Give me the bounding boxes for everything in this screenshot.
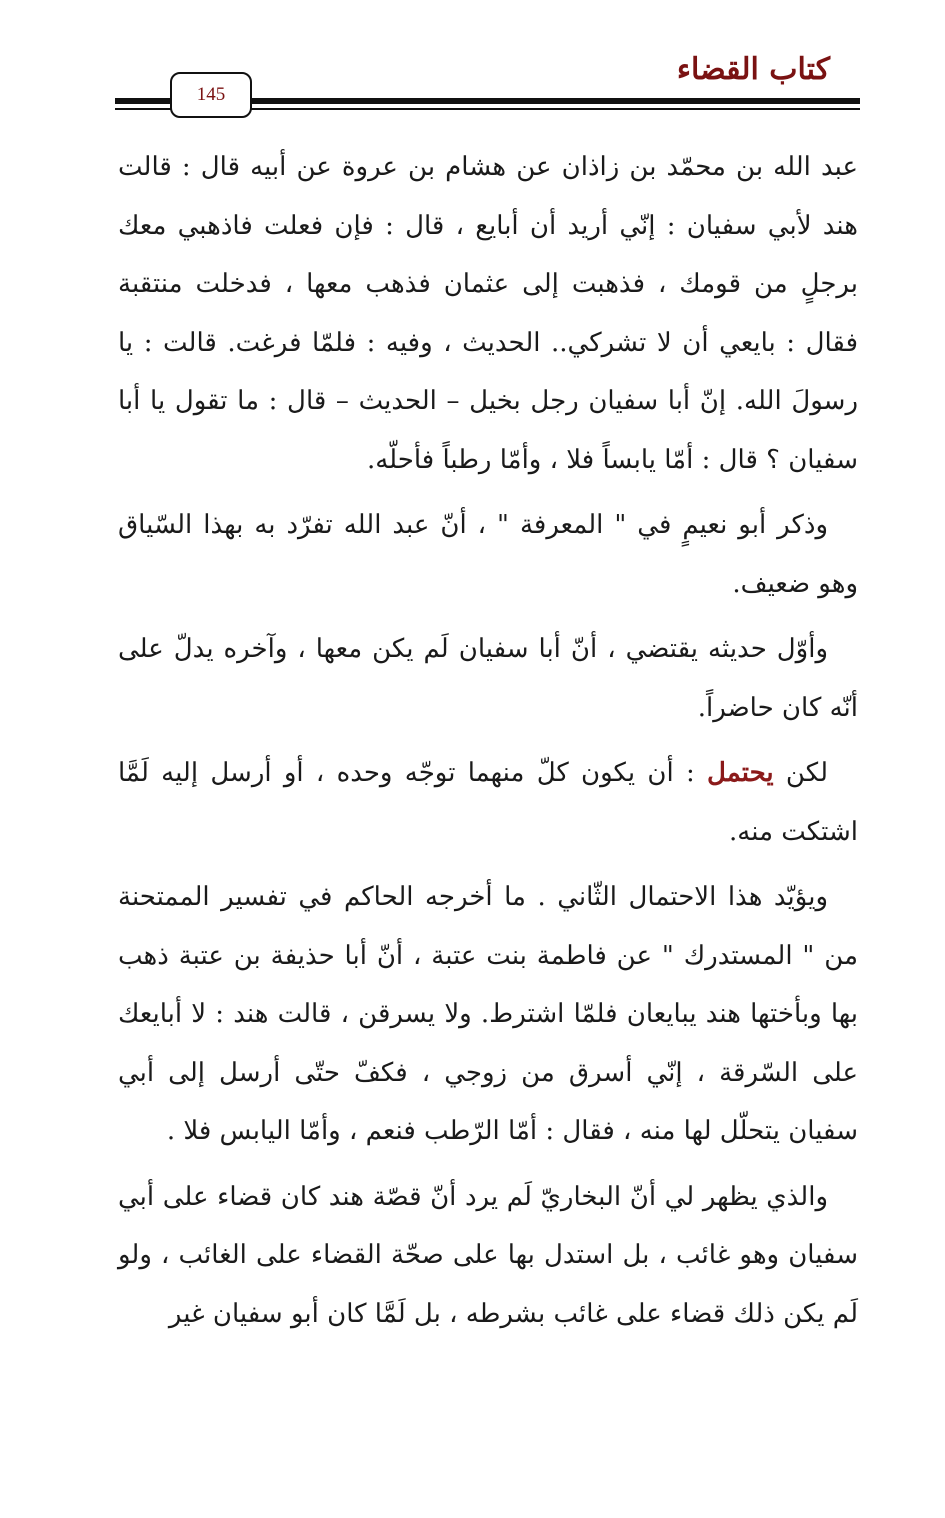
book-title: كتاب القضاء bbox=[676, 52, 830, 87]
paragraph: عبد الله بن محمّد بن زاذان عن هشام بن عروة عن أبيه قال : قالت هند لأبي سفيان : إنّي أريد أن أبايع ، قال : فإن فعلت فاذهبي معك برجلٍ من قومك ، فذهبت إلى عثمان فذهب معها ، فدخلت منتقبة فقال : بايعي أن لا تشركي.. الحديث ، وفيه : فلمّا فرغت. قالت : يا رسولَ الله. إنّ أبا سفيان رجل بخيل – الحديث – قال : ما تقول يا أبا سفيان ؟ قال : أمّا يابساً فلا ، وأمّا رطباً فأحلّه. bbox=[118, 152, 858, 475]
paragraph-text: : أن يكون كلّ منهما توجّه وحده ، أو أرسل إليه لَمَّا اشتكت منه. bbox=[118, 758, 858, 847]
paragraph: وأوّل حديثه يقتضي ، أنّ أبا سفيان لَم يكن معها ، وآخره يدلّ على أنّه كان حاضراً. bbox=[118, 634, 858, 723]
page-header bbox=[0, 0, 945, 130]
paragraph: وذكر أبو نعيمٍ في " المعرفة " ، أنّ عبد الله تفرّد به بهذا السّياق وهو ضعيف. bbox=[118, 510, 858, 599]
paragraph: ويؤيّد هذا الاحتمال الثّاني . ما أخرجه الحاكم في تفسير الممتحنة من " المستدرك " عن فاطمة بنت عتبة ، أنّ أبا حذيفة بن عتبة ذهب بها وبأختها هند يبايعان فلمّا اشترط. ولا يسرقن ، قالت هند : لا أبايعك على السّرقة ، إنّي أسرق من زوجي ، فكفّ حتّى أرسل إلى أبي سفيان يتحلّل لها منه ، فقال : أمّا الرّطب فنعم ، وأمّا اليابس فلا . bbox=[118, 882, 858, 1146]
paragraph: والذي يظهر لي أنّ البخاريّ لَم يرد أنّ قصّة هند كان قضاء على أبي سفيان وهو غائب ، بل استدل بها على صحّة القضاء على الغائب ، ولو لَم يكن ذلك قضاء على غائب بشرطه ، بل لَمَّا كان أبو سفيان غير bbox=[118, 1181, 858, 1329]
page-body bbox=[118, 138, 858, 1350]
paragraph bbox=[118, 744, 858, 861]
highlighted-word: يحتمل bbox=[707, 758, 774, 788]
paragraph-text: لكن bbox=[773, 758, 828, 788]
page-number-badge: 145 bbox=[170, 72, 252, 118]
